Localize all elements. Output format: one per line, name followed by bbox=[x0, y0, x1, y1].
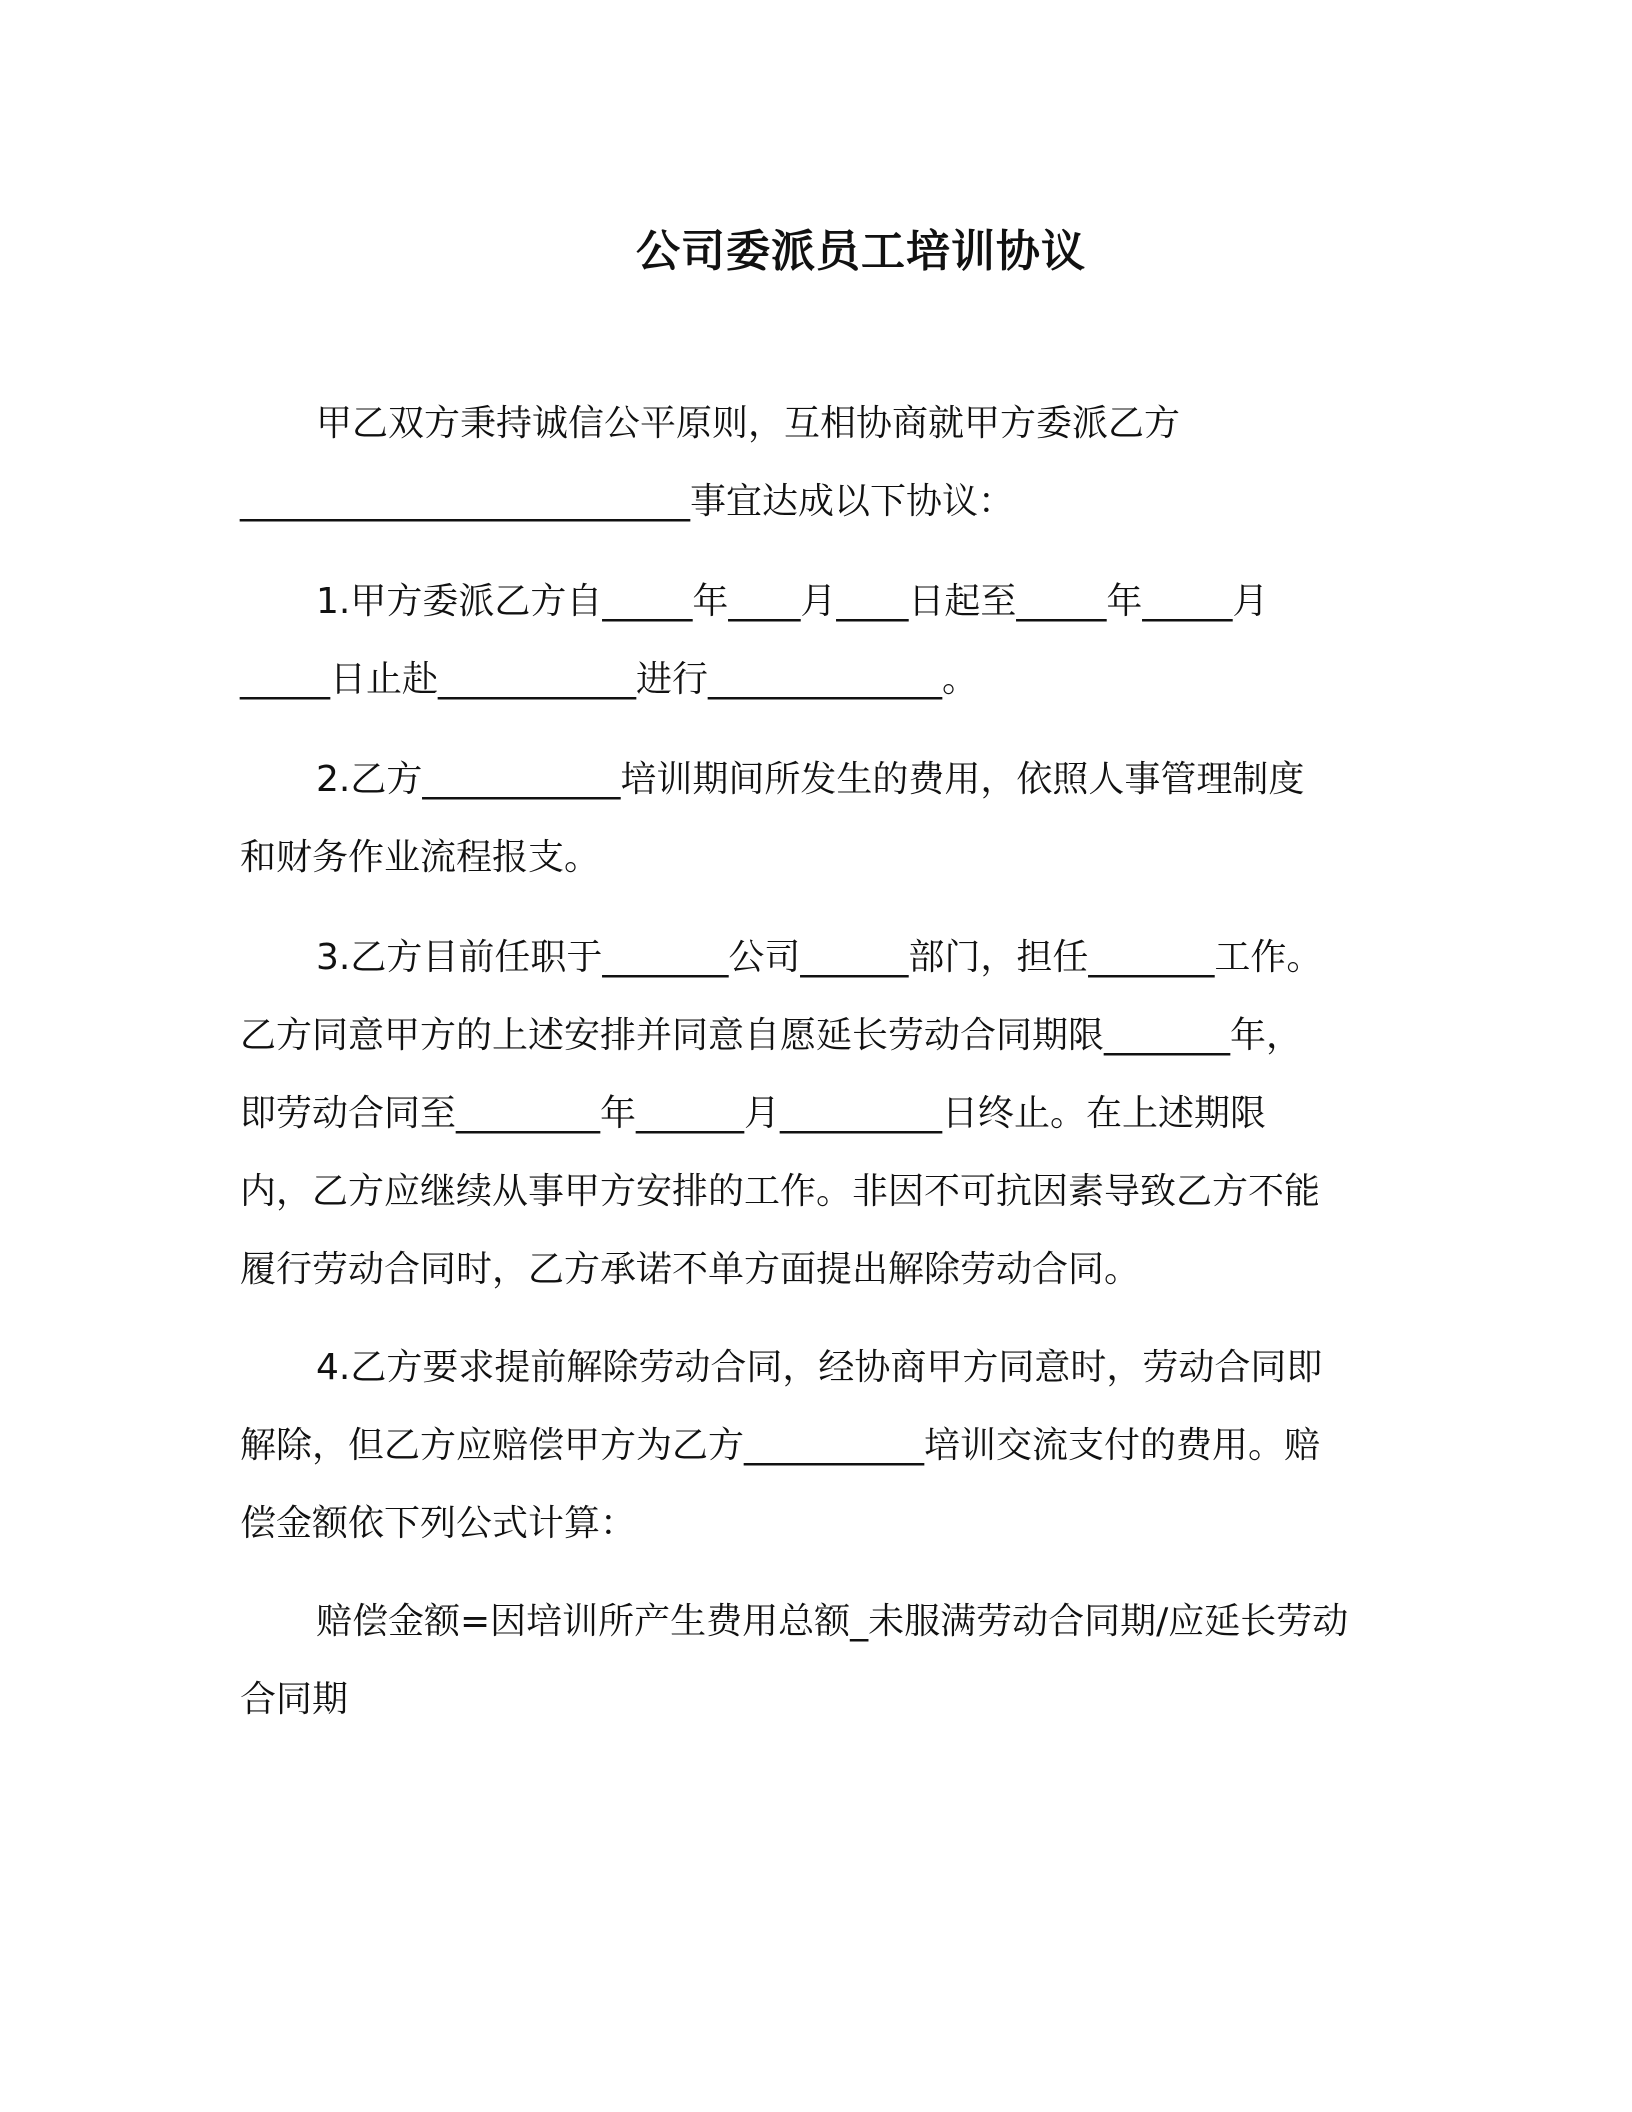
clause-4-line-1: 4.乙方要求提前解除劳动合同，经协商甲方同意时，劳动合同即 bbox=[316, 1347, 1323, 1388]
formula-line-1: 赔偿金额=因培训所产生费用总额_未服满劳动合同期/应延长劳动 bbox=[316, 1601, 1349, 1642]
clause-2-line-1: 2.乙方___________培训期间所发生的费用，依照人事管理制度 bbox=[316, 759, 1305, 800]
clause-1-line-2: _____日止赴___________进行_____________。 bbox=[240, 659, 979, 700]
intro-paragraph bbox=[240, 385, 1400, 541]
document-title: 公司委派员工培训协议 bbox=[636, 226, 1086, 277]
clause-3 bbox=[240, 919, 1400, 1309]
formula-paragraph bbox=[240, 1583, 1400, 1739]
clause-1-line-1: 1.甲方委派乙方自_____年____月____日起至_____年_____月 bbox=[316, 581, 1269, 622]
intro-line-2: _________________________事宜达成以下协议： bbox=[240, 481, 1015, 522]
clause-3-line-5: 履行劳动合同时，乙方承诺不单方面提出解除劳动合同。 bbox=[240, 1249, 1141, 1290]
clause-3-line-1: 3.乙方目前任职于_______公司______部门，担任_______工作。 bbox=[316, 937, 1323, 978]
clause-3-line-4: 内，乙方应继续从事甲方安排的工作。非因不可抗因素导致乙方不能 bbox=[240, 1171, 1321, 1212]
clause-4-line-3: 偿金额依下列公式计算： bbox=[240, 1503, 637, 1544]
formula-line-2: 合同期 bbox=[240, 1679, 349, 1720]
intro-line-1: 甲乙双方秉持诚信公平原则，互相协商就甲方委派乙方 bbox=[316, 403, 1181, 444]
clause-3-line-2: 乙方同意甲方的上述安排并同意自愿延长劳动合同期限_______年， bbox=[240, 1015, 1303, 1056]
clause-4-line-2: 解除，但乙方应赔偿甲方为乙方__________培训交流支付的费用。赔 bbox=[240, 1425, 1321, 1466]
clause-2 bbox=[240, 741, 1400, 897]
clause-4 bbox=[240, 1329, 1400, 1563]
clause-1 bbox=[240, 563, 1400, 719]
clause-3-line-3: 即劳动合同至________年______月_________日终止。在上述期限 bbox=[240, 1093, 1267, 1134]
clause-2-line-2: 和财务作业流程报支。 bbox=[240, 837, 601, 878]
